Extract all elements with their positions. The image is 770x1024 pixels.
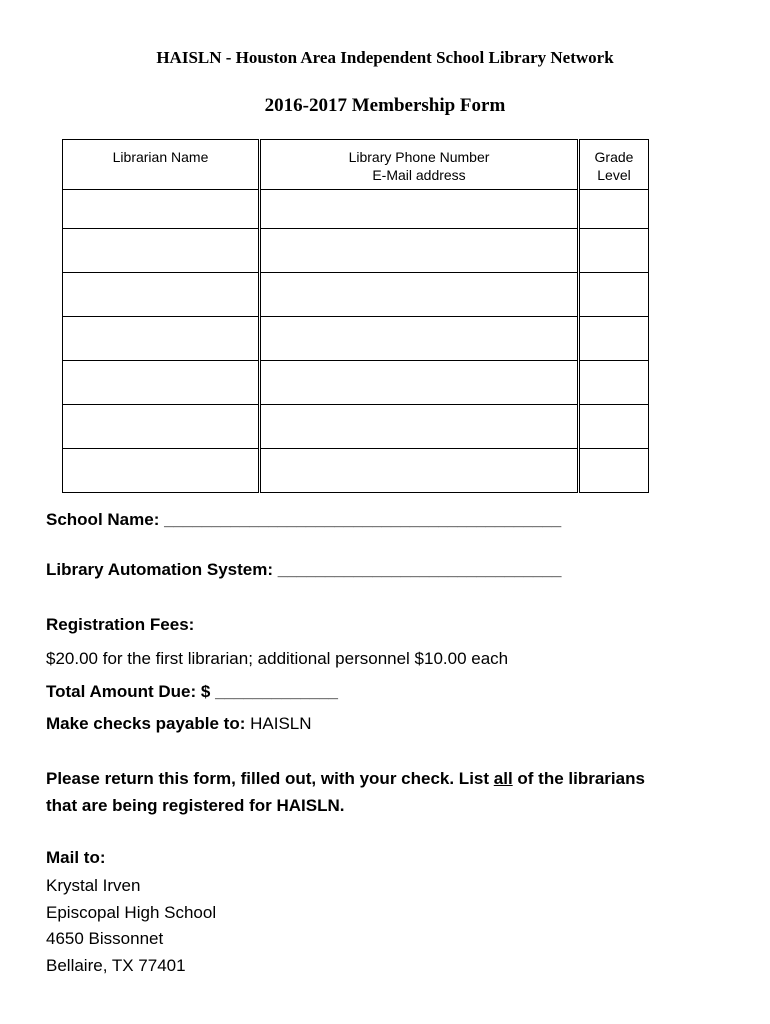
- registration-fees-detail: $20.00 for the first librarian; additional personnel $10.00 each: [46, 649, 509, 668]
- cell-phone-email[interactable]: [260, 449, 579, 493]
- col-header-line: Level: [597, 167, 631, 183]
- registration-fees-heading: Registration Fees:: [46, 615, 195, 634]
- cell-librarian-name[interactable]: [63, 317, 260, 361]
- cell-grade-level[interactable]: [579, 273, 649, 317]
- cell-grade-level[interactable]: [579, 317, 649, 361]
- table-row: [63, 317, 649, 361]
- instructions-part2: of the librarians: [512, 769, 645, 788]
- table-row: [63, 273, 649, 317]
- cell-librarian-name[interactable]: [63, 449, 260, 493]
- table-row: [63, 361, 649, 405]
- col-header-line: E-Mail address: [372, 167, 466, 183]
- table-row: [63, 190, 649, 229]
- mail-address-line: 4650 Bissonnet: [46, 929, 164, 948]
- mail-to-heading: Mail to:: [46, 848, 106, 867]
- cell-phone-email[interactable]: [260, 190, 579, 229]
- form-title: 2016-2017 Membership Form: [264, 95, 506, 116]
- cell-phone-email[interactable]: [260, 405, 579, 449]
- col-header-line: Librarian Name: [112, 149, 209, 165]
- cell-phone-email[interactable]: [260, 273, 579, 317]
- automation-system-blank[interactable]: ______________________________: [277, 560, 562, 579]
- cell-grade-level[interactable]: [579, 449, 649, 493]
- payable-value: HAISLN: [250, 714, 312, 733]
- col-header-line: Grade: [594, 149, 634, 165]
- total-amount-blank[interactable]: _____________: [215, 682, 338, 701]
- cell-grade-level[interactable]: [579, 229, 649, 273]
- table-row: [63, 229, 649, 273]
- total-amount-label: Total Amount Due: $: [46, 682, 211, 701]
- cell-librarian-name[interactable]: [63, 405, 260, 449]
- cell-librarian-name[interactable]: [63, 229, 260, 273]
- table-row: [63, 449, 649, 493]
- mail-address-line: Krystal Irven: [46, 876, 141, 895]
- cell-librarian-name[interactable]: [63, 273, 260, 317]
- mail-address-line: Episcopal High School: [46, 903, 217, 922]
- school-name-blank[interactable]: __________________________________________: [164, 510, 562, 529]
- cell-librarian-name[interactable]: [63, 361, 260, 405]
- col-header-librarian-name: [63, 140, 260, 190]
- school-name-field: [46, 510, 561, 530]
- membership-table: [62, 139, 649, 493]
- table-row: [63, 405, 649, 449]
- instructions-emphasis: all: [493, 769, 513, 788]
- instructions-line-1: [46, 769, 645, 789]
- cell-phone-email[interactable]: [260, 229, 579, 273]
- col-header-grade-level: [579, 140, 649, 190]
- col-header-line: Library Phone Number: [348, 149, 490, 165]
- total-amount-field: [46, 682, 338, 702]
- org-title: HAISLN - Houston Area Independent School Library Network: [156, 48, 614, 67]
- payable-to: [46, 714, 312, 734]
- school-name-label: School Name:: [46, 510, 160, 529]
- instructions-line-2: that are being registered for HAISLN.: [46, 796, 345, 815]
- payable-label: Make checks payable to:: [46, 714, 246, 733]
- automation-system-field: [46, 560, 561, 580]
- mail-address-line: Bellaire, TX 77401: [46, 956, 186, 975]
- automation-system-label: Library Automation System:: [46, 560, 274, 579]
- cell-phone-email[interactable]: [260, 317, 579, 361]
- cell-grade-level[interactable]: [579, 190, 649, 229]
- cell-phone-email[interactable]: [260, 361, 579, 405]
- instructions-part1: Please return this form, filled out, with your check. List: [46, 769, 494, 788]
- cell-librarian-name[interactable]: [63, 190, 260, 229]
- table-header-row: [63, 140, 649, 190]
- cell-grade-level[interactable]: [579, 361, 649, 405]
- cell-grade-level[interactable]: [579, 405, 649, 449]
- col-header-phone-email: [260, 140, 579, 190]
